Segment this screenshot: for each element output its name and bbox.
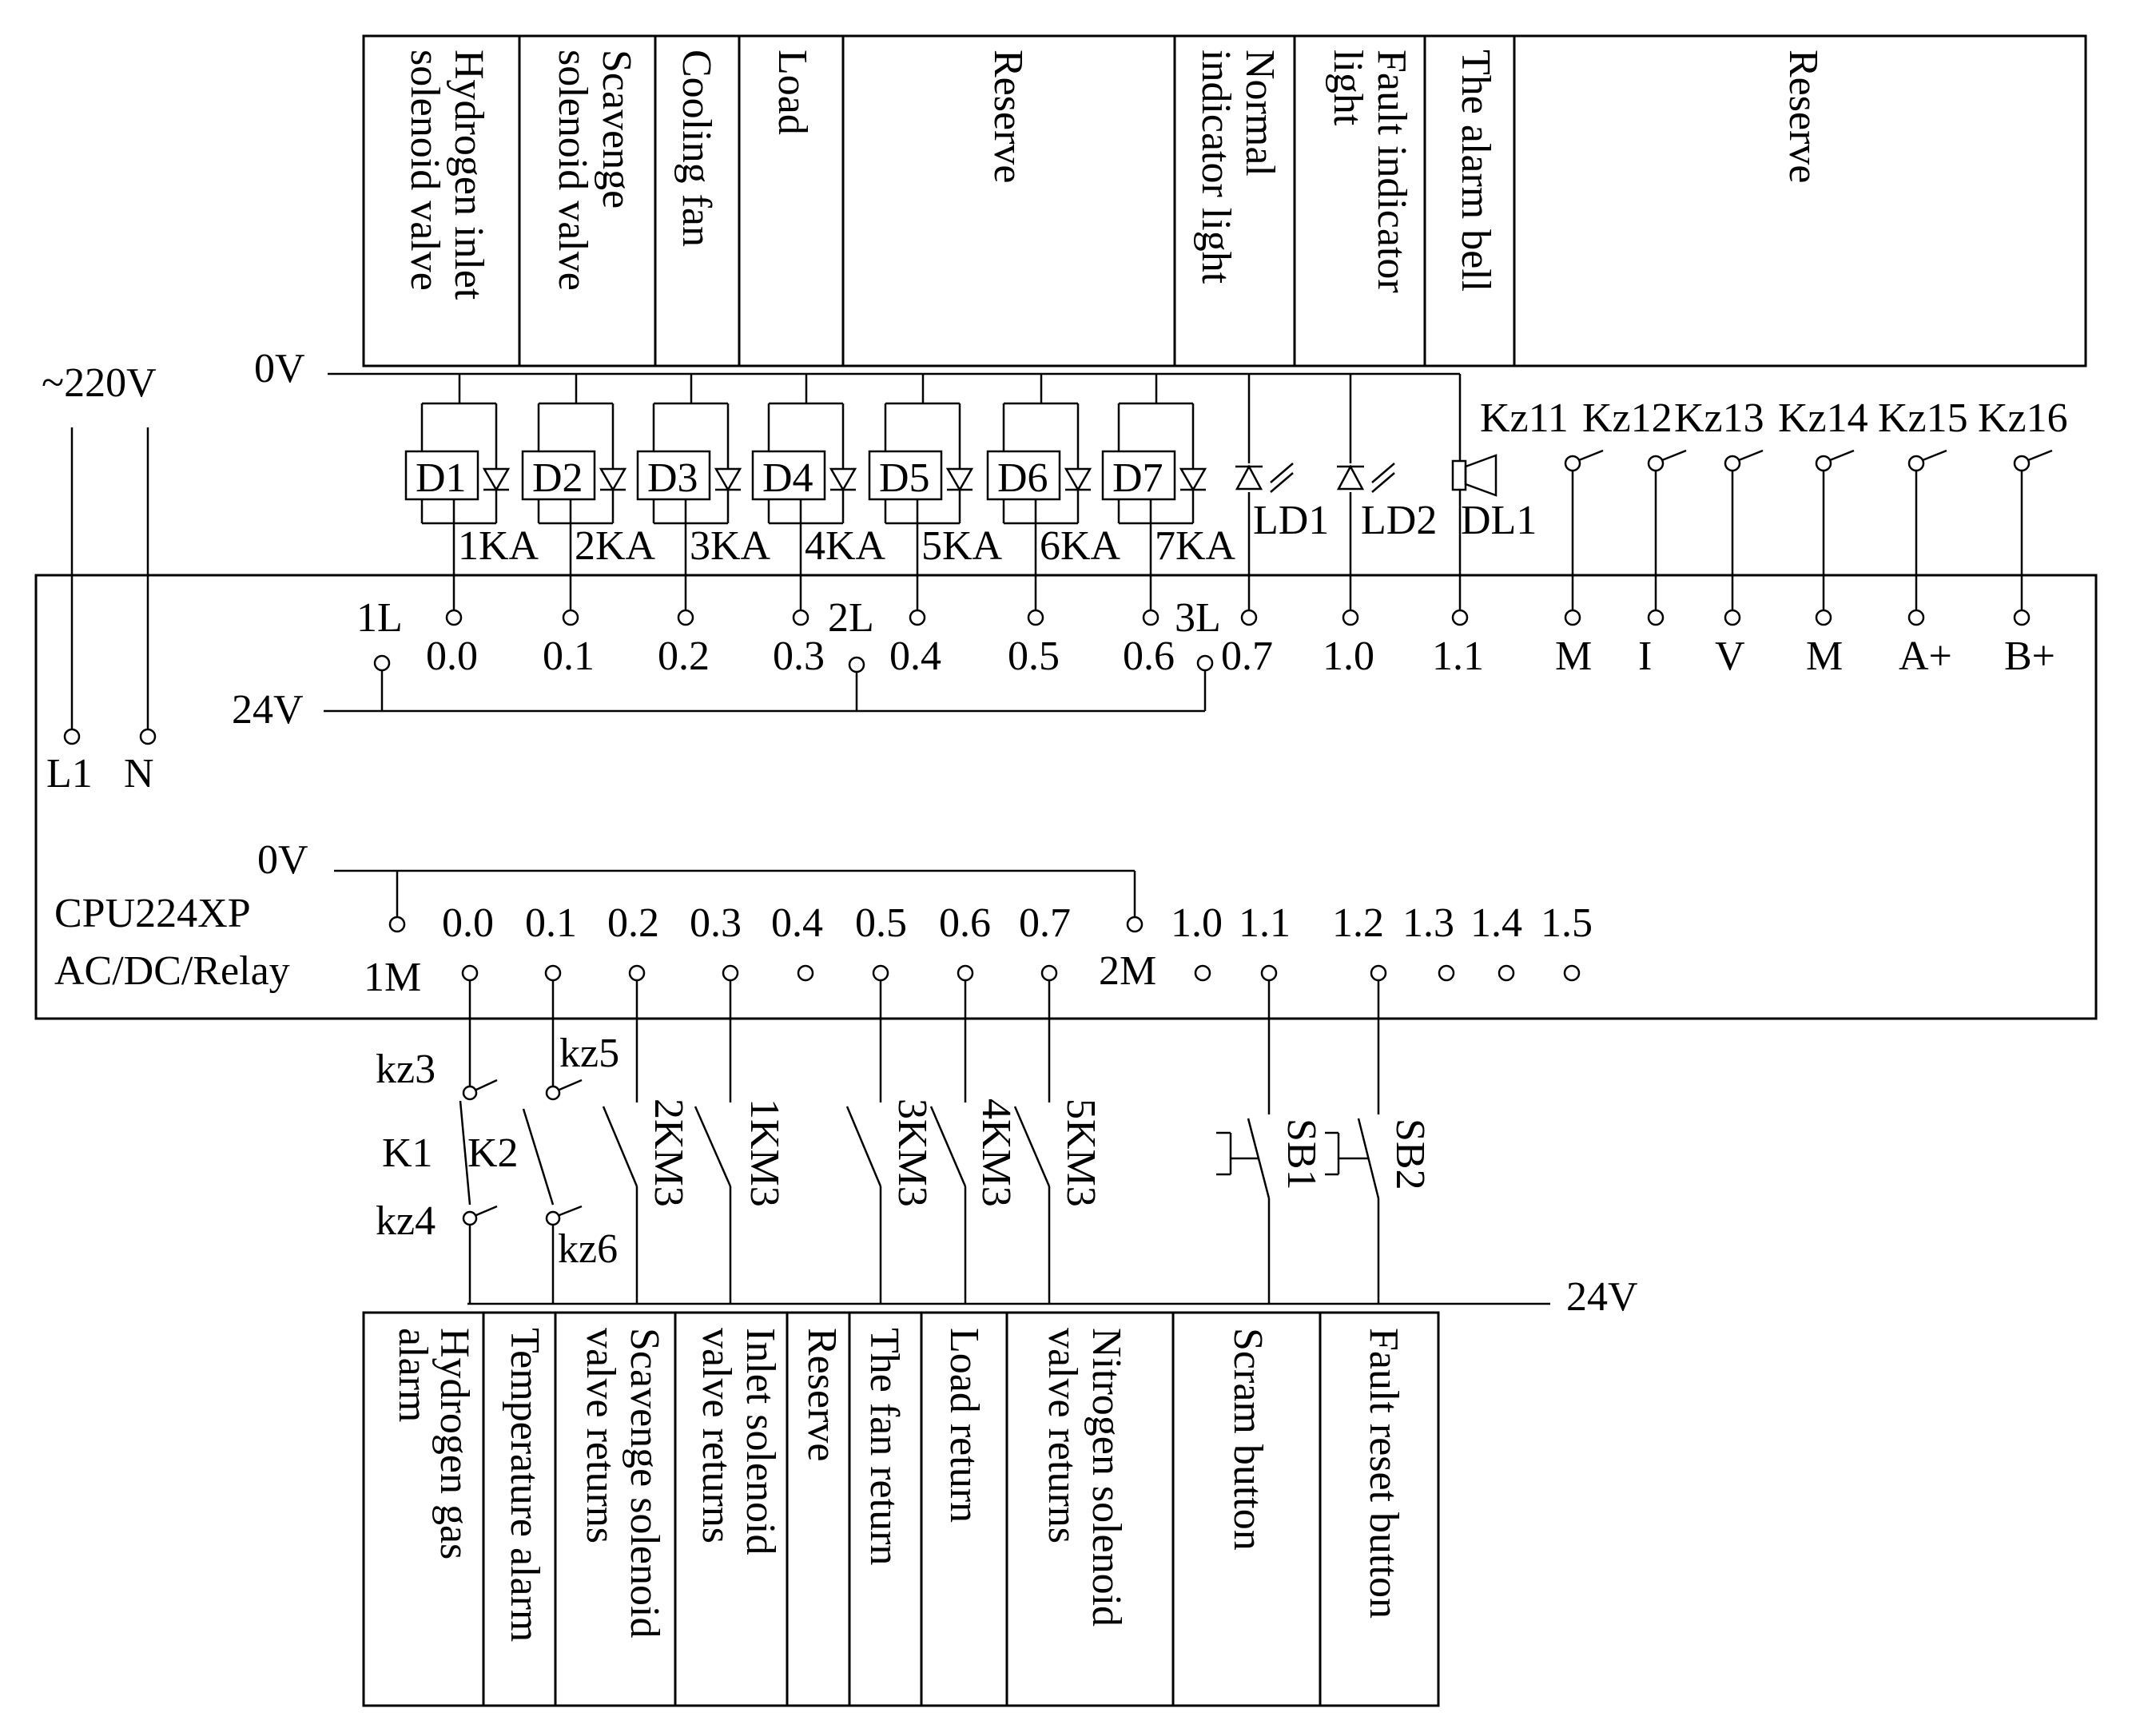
sb2-pushbutton <box>1325 979 1378 1304</box>
analog-terminal <box>1909 610 1923 625</box>
input-terminal <box>1371 966 1386 980</box>
top-label-table <box>364 36 2086 366</box>
input-terminal <box>1565 966 1579 980</box>
input-terminal-label: 1.0 <box>1171 900 1223 946</box>
top-label-1-line-2: solenoid valve <box>402 50 447 291</box>
bottom-label-3-line-2: valve returns <box>578 1328 623 1544</box>
input-terminal-label: 0.5 <box>855 900 907 946</box>
output-terminal-label: 1.1 <box>1432 634 1484 679</box>
analog-switch-4 <box>1778 395 1868 679</box>
input-24v-label: 24V <box>1566 1274 1638 1320</box>
output-zero-volt-label: 0V <box>254 346 305 391</box>
input-terminal-label: 1.4 <box>1470 900 1522 946</box>
analog-switch-5 <box>1878 395 1968 679</box>
common-2l-terminal <box>849 657 864 672</box>
common-1l-label: 1L <box>356 595 403 641</box>
led-ld1-label: LD1 <box>1253 498 1330 543</box>
common-1l-terminal <box>375 656 389 670</box>
analog-terminal-label: I <box>1638 634 1653 679</box>
input-terminal-label: 0.1 <box>525 900 577 946</box>
top-label-8: The alarm bell <box>1453 50 1498 292</box>
output-terminal <box>1343 610 1358 625</box>
input-terminal-label: 0.7 <box>1019 900 1071 946</box>
analog-terminal <box>1725 610 1740 625</box>
relay-coil-label: D2 <box>532 455 583 501</box>
common-3l-label: 3L <box>1175 595 1221 641</box>
input-terminal <box>1195 966 1210 980</box>
analog-terminal-label: B+ <box>2004 634 2056 679</box>
analog-terminal-label: V <box>1715 634 1745 679</box>
bottom-label-8-line-2: valve returns <box>1040 1328 1085 1544</box>
relay-coil-label: D5 <box>879 455 930 501</box>
input-terminal <box>798 966 813 980</box>
input-terminal <box>1042 966 1056 980</box>
relay-contact-label: 3KA <box>690 523 771 569</box>
l1-terminal <box>65 729 79 744</box>
analog-switch-label: Kz15 <box>1878 395 1968 441</box>
output-terminal <box>1242 610 1256 625</box>
common-3l-terminal <box>1198 656 1212 670</box>
input-terminal-label: 0.2 <box>607 900 659 946</box>
kz3-label: kz3 <box>376 1047 436 1092</box>
relay-coil-label: D7 <box>1112 455 1163 501</box>
output-terminal <box>794 610 808 625</box>
contactor-3km3 <box>847 979 881 1304</box>
input-terminal <box>463 966 477 980</box>
bottom-label-1-line-1: Hydrogen gas <box>432 1328 477 1560</box>
relay-contact-label: 7KA <box>1155 523 1236 569</box>
input-terminal-label: 0.3 <box>690 900 742 946</box>
input-terminals <box>442 900 1593 980</box>
analog-section <box>1480 395 2068 679</box>
relay-contact-label: 1KA <box>458 523 539 569</box>
relay-contact-label: 4KA <box>805 523 886 569</box>
output-terminals <box>426 610 1484 679</box>
input-terminal-label: 1.2 <box>1332 900 1384 946</box>
bottom-label-9: Scram button <box>1225 1328 1271 1551</box>
input-terminal <box>958 966 973 980</box>
top-label-3: Cooling fan <box>674 50 719 247</box>
common-2l-label: 2L <box>828 595 874 641</box>
input-terminal <box>873 966 888 980</box>
analog-switch-6 <box>1978 395 2068 679</box>
ac-voltage-label: ~220V <box>42 360 157 406</box>
top-label-6-line-2: indicator light <box>1193 50 1239 284</box>
bottom-label-6: The fan return <box>861 1328 907 1566</box>
output-terminal <box>447 610 461 625</box>
relay-contact-label: 2KA <box>575 523 656 569</box>
output-terminal-label: 0.4 <box>889 634 941 679</box>
k2-label: K2 <box>467 1130 519 1176</box>
cpu-type-label: AC/DC/Relay <box>54 948 290 994</box>
output-terminal <box>910 610 925 625</box>
common-2m-label: 2M <box>1099 948 1157 994</box>
top-label-2-line-1: Scavenge <box>594 50 639 209</box>
analog-switch-label: Kz11 <box>1480 395 1569 441</box>
analog-switch-label: Kz14 <box>1778 395 1868 441</box>
alarm-bell-dl1-label: DL1 <box>1461 498 1537 543</box>
sb1-label: SB1 <box>1279 1118 1324 1190</box>
km-1-label: 1KM3 <box>742 1098 787 1207</box>
bottom-label-2: Temperature alarm <box>502 1328 547 1643</box>
analog-switch-label: Kz13 <box>1674 395 1764 441</box>
bottom-label-3-line-1: Scavenge solenoid <box>622 1328 667 1639</box>
led-ld2-label: LD2 <box>1361 498 1438 543</box>
kz4-label: kz4 <box>376 1198 436 1244</box>
power-supply <box>42 360 157 796</box>
output-terminal-label: 0.5 <box>1008 634 1060 679</box>
km-4-label: 4KM3 <box>973 1098 1019 1207</box>
contactor-1km3 <box>695 979 730 1304</box>
bottom-label-5: Reserve <box>799 1328 845 1462</box>
cpu-model-label: CPU224XP <box>54 891 251 936</box>
relay-coil-label: D4 <box>762 455 813 501</box>
output-terminal <box>1453 610 1467 625</box>
bottom-label-1-line-2: alarm <box>390 1328 436 1423</box>
input-terminal-label: 0.4 <box>771 900 823 946</box>
common-2m-terminal <box>1128 917 1142 932</box>
top-label-5: Reserve <box>985 50 1031 184</box>
top-label-4: Load <box>770 50 815 135</box>
top-label-2-line-2: solenoid valve <box>550 50 595 291</box>
common-1m-label: 1M <box>364 955 422 1000</box>
bottom-label-4-line-1: Inlet solenoid <box>738 1328 783 1555</box>
km-3-label: 3KM3 <box>889 1098 935 1207</box>
n-terminal <box>141 729 155 744</box>
kz6-label: kz6 <box>558 1226 619 1272</box>
bottom-label-table <box>364 1313 1438 1706</box>
relay-contact-label: 5KA <box>921 523 1003 569</box>
relay-coil-label: D1 <box>416 455 467 501</box>
input-terminal <box>1499 966 1513 980</box>
km-2-label: 2KM3 <box>646 1098 691 1207</box>
top-label-1-line-1: Hydrogen inlet <box>446 50 491 300</box>
output-terminal-label: 0.7 <box>1221 634 1273 679</box>
input-section <box>257 837 1638 1320</box>
top-label-9: Reserve <box>1780 50 1826 184</box>
output-terminal-label: 0.0 <box>426 634 478 679</box>
input-terminal-label: 0.6 <box>939 900 991 946</box>
analog-switch-3 <box>1674 395 1764 679</box>
input-zero-volt-label: 0V <box>257 837 308 883</box>
input-terminal-label: 1.1 <box>1239 900 1291 946</box>
relay-coil-label: D6 <box>997 455 1048 501</box>
input-terminal <box>1439 966 1454 980</box>
bottom-label-4-line-2: valve returns <box>694 1328 739 1544</box>
kz5-label: kz5 <box>559 1031 620 1076</box>
bottom-label-10: Fault reset button <box>1361 1328 1406 1619</box>
analog-switch-label: Kz12 <box>1582 395 1673 441</box>
output-terminal-label: 1.0 <box>1323 634 1374 679</box>
bottom-label-8-line-1: Nitrogen solenoid <box>1084 1328 1129 1627</box>
input-terminal-label: 1.5 <box>1541 900 1593 946</box>
output-terminal-label: 0.2 <box>658 634 710 679</box>
relay-coil-label: D3 <box>647 455 698 501</box>
km-5-label: 5KM3 <box>1058 1098 1104 1207</box>
analog-terminal <box>1649 610 1663 625</box>
analog-switch-2 <box>1582 395 1686 679</box>
n-label: N <box>124 751 154 796</box>
k1-label: K1 <box>382 1130 433 1176</box>
sb1-pushbutton <box>1216 979 1269 1304</box>
input-terminal <box>723 966 738 980</box>
analog-terminal <box>1816 610 1831 625</box>
input-terminal <box>1262 966 1276 980</box>
plc-cpu-box <box>36 575 2096 1019</box>
analog-terminal <box>2015 610 2029 625</box>
input-terminal <box>630 966 644 980</box>
output-terminal-label: 0.3 <box>773 634 825 679</box>
contactor-5km3 <box>1015 979 1049 1304</box>
output-terminal <box>563 610 578 625</box>
top-label-6-line-1: Normal <box>1237 50 1283 177</box>
sb2-label: SB2 <box>1387 1118 1433 1190</box>
contactor-4km3 <box>931 979 965 1304</box>
output-terminal <box>678 610 693 625</box>
relay-contact-label: 6KA <box>1040 523 1121 569</box>
analog-terminal-label: M <box>1806 634 1844 679</box>
analog-terminal <box>1565 610 1580 625</box>
output-terminal-label: 0.6 <box>1123 634 1175 679</box>
input-terminal <box>546 966 560 980</box>
output-terminal <box>1028 610 1043 625</box>
dc-24v-label: 24V <box>232 687 304 733</box>
input-terminal-label: 0.0 <box>442 900 494 946</box>
bottom-label-7: Load return <box>941 1328 987 1523</box>
l1-label: L1 <box>46 751 93 796</box>
input-terminal-label: 1.3 <box>1402 900 1454 946</box>
output-section <box>232 346 1537 733</box>
analog-terminal-label: A+ <box>1899 634 1952 679</box>
analog-switch-label: Kz16 <box>1978 395 2068 441</box>
top-label-7-line-2: light <box>1325 50 1370 126</box>
common-1m-terminal <box>390 917 404 932</box>
output-terminal-label: 0.1 <box>543 634 595 679</box>
output-terminal <box>1144 610 1158 625</box>
analog-terminal-label: M <box>1555 634 1593 679</box>
top-label-7-line-1: Fault indicator <box>1369 50 1414 293</box>
